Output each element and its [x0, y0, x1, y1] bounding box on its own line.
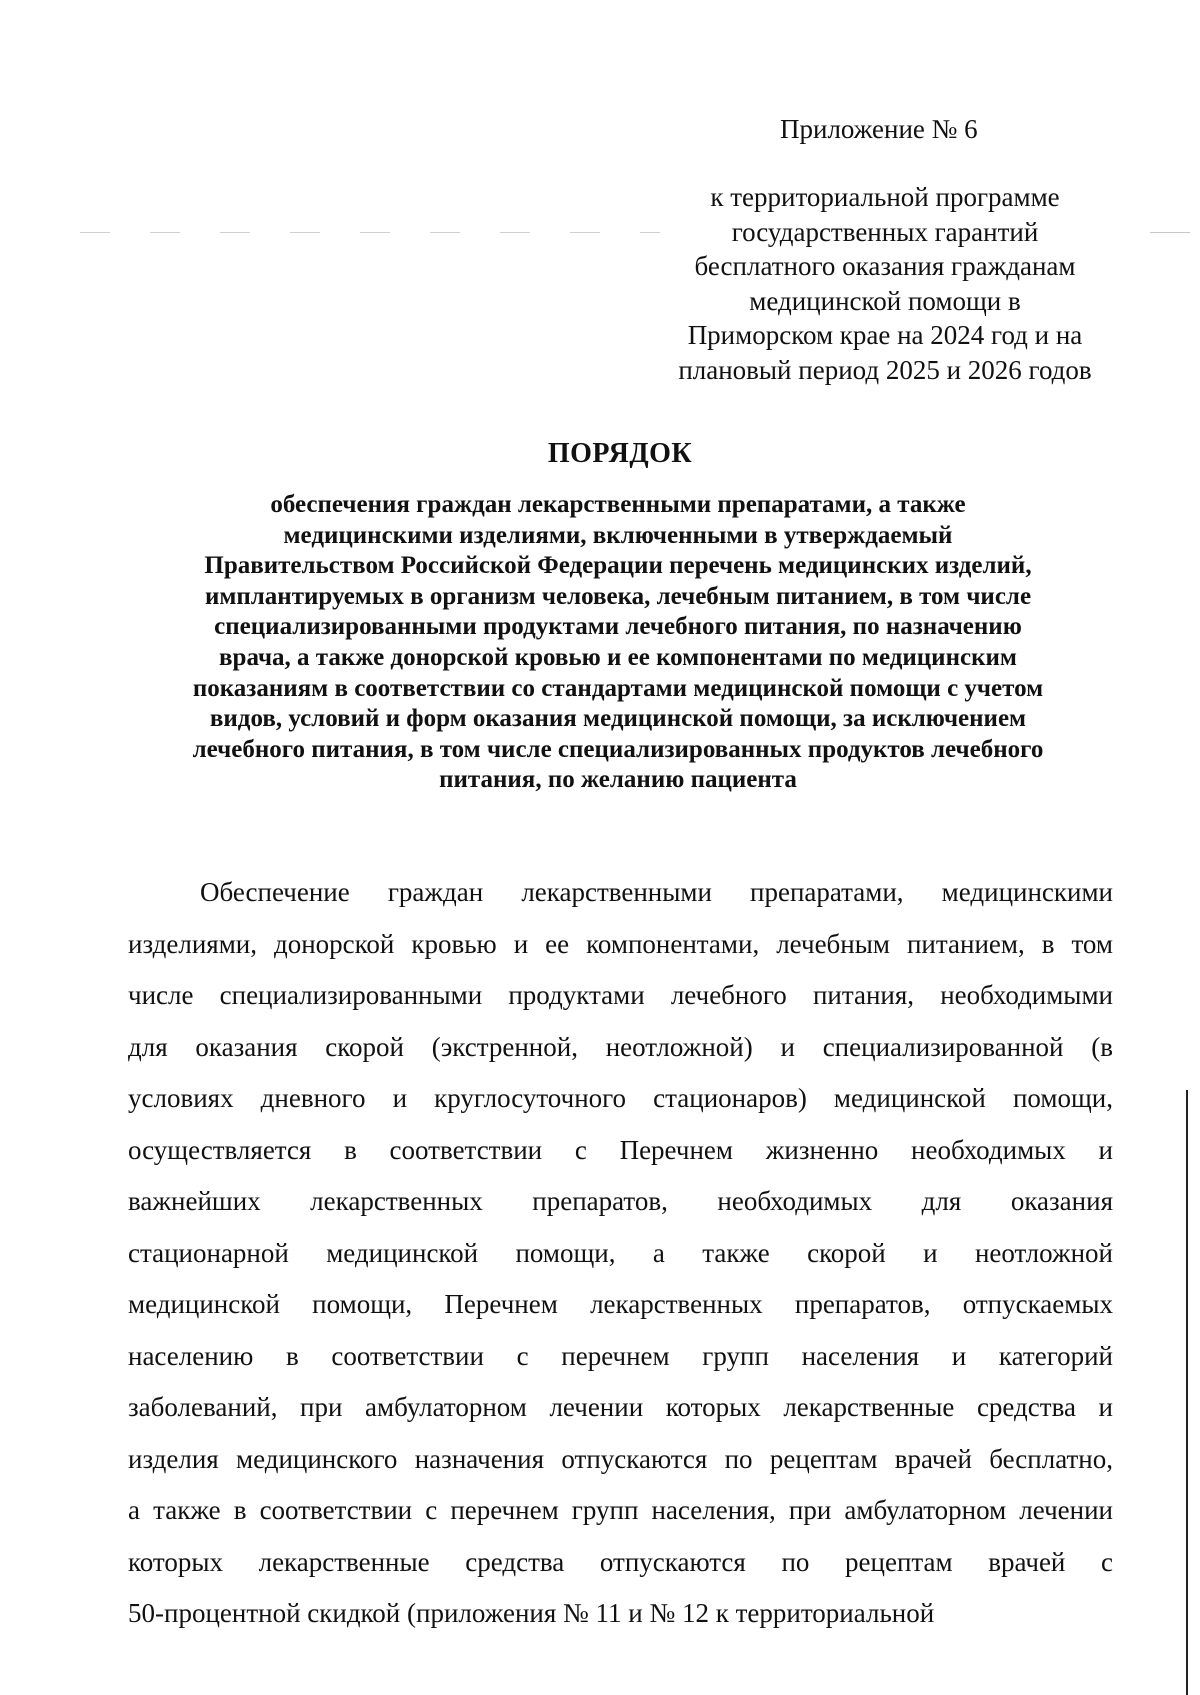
body-line: числе специализированными продуктами лечебного питания, необходимыми — [128, 980, 1113, 1010]
appendix-reference-line: медицинской помощи в — [749, 285, 1021, 316]
subtitle-line: видов, условий и форм оказания медицинской помощи, за исключением — [209, 705, 1027, 733]
subtitle-line: медицинскими изделиями, включенными в утверждаемый — [283, 521, 953, 549]
subtitle-line: показаниям в соответствии со стандартами медицинской помощи с учетом — [192, 674, 1044, 702]
body-line: заболеваний, при амбулаторном лечении которых лекарственные средства и — [128, 1392, 1113, 1422]
body-line: населению в соответствии с перечнем групп населения и категорий — [128, 1340, 1113, 1371]
subtitle-line: обеспечения граждан лекарственными препаратами, а также — [270, 491, 966, 518]
body-paragraph — [128, 867, 1113, 1640]
body-line: стационарной медицинской помощи, а также скорой и неотложной — [128, 1237, 1113, 1268]
scan-artifact-line — [80, 232, 660, 233]
body-line: изделиями, донорской кровью и ее компонентами, лечебным питанием, в том — [128, 928, 1113, 959]
subtitle-line: питания, по желанию пациента — [439, 766, 797, 794]
appendix-reference-line: бесплатного оказания гражданам — [694, 251, 1076, 281]
body-line: Обеспечение граждан лекарственными препаратами, медицинскими — [200, 877, 1113, 907]
appendix-reference-line: государственных гарантий — [731, 216, 1039, 247]
subtitle-line: врача, а также донорской кровью и ее компонентами по медицинским — [219, 643, 1017, 671]
subtitle-line: лечебного питания, в том числе специализированных продуктов лечебного — [192, 735, 1044, 763]
body-line: осуществляется в соответствии с Перечнем жизненно необходимых и — [128, 1134, 1113, 1165]
document-subtitle — [118, 490, 1118, 796]
subtitle-line: Правительством Российской Федерации перечень медицинских изделий, — [204, 552, 1032, 580]
body-line: 50-процентной скидкой (приложения № 11 и № 12 к территориальной — [128, 1598, 935, 1628]
scan-artifact-line — [1150, 232, 1190, 233]
body-line: важнейших лекарственных препаратов, необходимых для оказания — [128, 1186, 1113, 1216]
appendix-reference-line: плановый период 2025 и 2026 годов — [678, 354, 1092, 385]
body-line: которых лекарственные средства отпускаются по рецептам врачей с — [128, 1546, 1113, 1577]
body-line: условиях дневного и круглосуточного стационаров) медицинской помощи, — [128, 1083, 1113, 1113]
appendix-number: Приложение № 6 — [780, 114, 978, 144]
subtitle-line: специализированными продуктами лечебного питания, по назначению — [214, 613, 1022, 641]
body-line: а также в соответствии с перечнем групп населения, при амбулаторном лечении — [128, 1495, 1113, 1525]
document-title: ПОРЯДОК — [547, 438, 693, 469]
appendix-reference-line: к территориальной программе — [710, 182, 1060, 212]
body-line: для оказания скорой (экстренной, неотложной) и специализированной (в — [128, 1031, 1113, 1062]
scan-edge-line — [1186, 1090, 1188, 1695]
appendix-reference-line: Приморском крае на 2024 год и на — [687, 320, 1083, 350]
body-line: изделия медицинского назначения отпускаются по рецептам врачей бесплатно, — [128, 1443, 1113, 1474]
subtitle-line: имплантируемых в организм человека, лечебным питанием, в том числе — [204, 582, 1032, 610]
appendix-reference — [655, 180, 1115, 387]
body-line: медицинской помощи, Перечнем лекарственных препаратов, отпускаемых — [128, 1289, 1113, 1319]
